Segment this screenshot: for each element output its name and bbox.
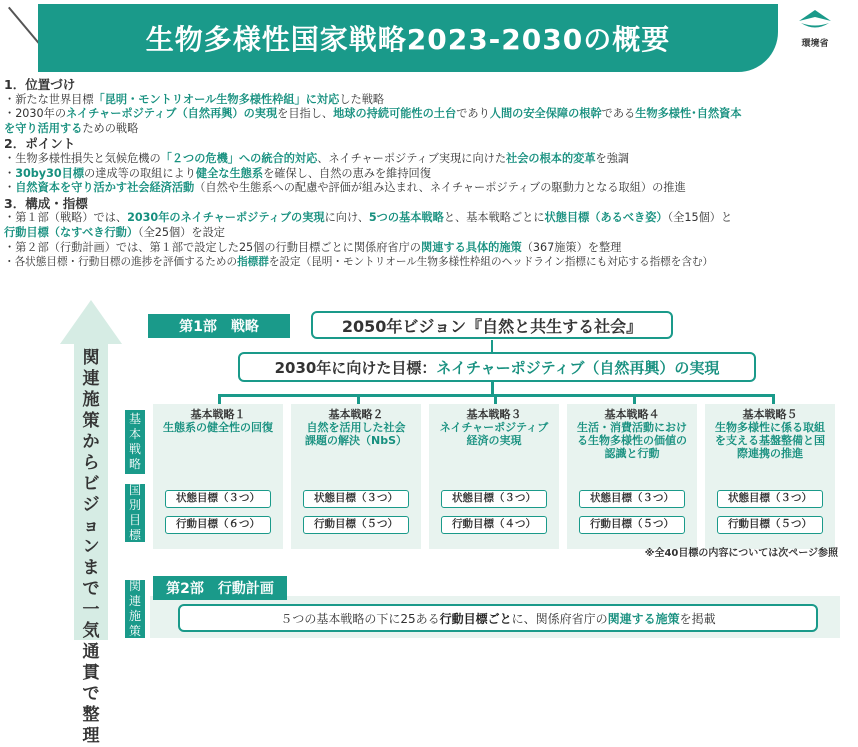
ministry-logo-icon bbox=[797, 8, 833, 32]
section3-line4: ・各状態目標・行動目標の進捗を評価するための指標群を設定（昆明・モントリオール生物多様性枠組のヘッドライン指標にも対応する指標を含む） bbox=[4, 256, 714, 269]
section1-line3: を守り活用するための戦略 bbox=[4, 121, 139, 135]
goal-box: 2030年に向けた目標： ネイチャーポジティブ（自然再興）の実現 bbox=[238, 352, 756, 382]
vision-box: 2050年ビジョン『自然と共生する社会』 bbox=[311, 311, 673, 339]
ministry-logo-text: 環境省 bbox=[801, 39, 829, 49]
part1-label: 第1部 戦略 bbox=[148, 314, 290, 338]
section2-line3: ・自然資本を守り活かす社会経済活動（自然や生態系への配慮や評価が組み込まれ、ネイチャーポジティブの駆動力となる取組）の推進 bbox=[4, 181, 686, 195]
part2-box: ５つの基本戦略の下に25ある 行動目標ごと に、関係府省庁の 関連する施策 を掲載 bbox=[178, 604, 818, 632]
action-target-2: 行動目標（５つ） bbox=[303, 516, 409, 534]
part2-label: 第2部 行動計画 bbox=[153, 576, 287, 600]
tag-related-measures: 関連施策 bbox=[125, 580, 145, 638]
action-target-1: 行動目標（６つ） bbox=[165, 516, 271, 534]
state-target-5: 状態目標（３つ） bbox=[717, 490, 823, 508]
strategy-5: 基本戦略５ 生物多様性に係る取組を支える基盤整備と国際連携の推進 bbox=[715, 408, 825, 460]
section1-line1: ・新たな世界目標「昆明・モントリオール生物多様性枠組」に対応した戦略 bbox=[4, 92, 385, 106]
page-title-text: 生物多様性国家戦略2023-2030の概要 bbox=[145, 23, 671, 56]
section1-heading: 1．位置づけ bbox=[4, 77, 76, 92]
structure-diagram bbox=[0, 300, 858, 746]
strategy-2: 基本戦略２ 自然を活用した社会課題の解決（NbS） bbox=[305, 408, 408, 447]
state-target-3: 状態目標（３つ） bbox=[441, 490, 547, 508]
action-target-3: 行動目標（４つ） bbox=[441, 516, 547, 534]
section3-line1: ・第１部（戦略）では、2030年のネイチャーポジティブの実現に向け、5つの基本戦略と、基本戦略ごとに状態目標（あるべき姿）（全15個）と bbox=[4, 211, 733, 225]
section2-line1: ・生物多様性損失と気候危機の「２つの危機」への統合的対応、ネイチャーポジティブ実現に向けた社会の根本的変革を強調 bbox=[4, 151, 630, 165]
side-arrow-text: 関連施策からビジョンまで一気通貫で整理 bbox=[82, 348, 100, 746]
section2-heading: 2．ポイント bbox=[4, 136, 76, 152]
section1-line2: ・2030年のネイチャーポジティブ（自然再興）の実現を目指し、地球の持続可能性の土台であり人間の安全保障の根幹である生物多様性･自然資本 bbox=[4, 107, 742, 121]
section3-heading: 3．構成・指標 bbox=[4, 195, 88, 211]
section3-line2: 行動目標（なすべき行動）（全25個）を設定 bbox=[4, 225, 225, 239]
tag-basic-strategy: 基本戦略 bbox=[125, 410, 145, 474]
action-target-5: 行動目標（５つ） bbox=[717, 516, 823, 534]
connector-line bbox=[491, 340, 493, 352]
strategy-1: 基本戦略１ 生態系の健全性の回復 bbox=[163, 408, 273, 434]
state-target-2: 状態目標（３つ） bbox=[303, 490, 409, 508]
summary-text bbox=[4, 78, 854, 270]
state-target-1: 状態目標（３つ） bbox=[165, 490, 271, 508]
section3-line3: ・第２部（行動計画）では、第１部で設定した25個の行動目標ごとに関係府省庁の関連する具体的施策（367施策）を整理 bbox=[4, 240, 622, 254]
page-title bbox=[38, 4, 778, 72]
tag-national-targets: 国別目標 bbox=[125, 484, 145, 542]
strategy-3: 基本戦略３ ネイチャーポジティブ経済の実現 bbox=[439, 408, 549, 447]
section2-line2: ・30by30目標の達成等の取組により健全な生態系を確保し、自然の恵みを維持回復 bbox=[4, 166, 431, 180]
reference-note: ※全40目標の内容については次ページ参照 bbox=[644, 548, 838, 559]
ministry-logo bbox=[790, 8, 840, 49]
strategy-4: 基本戦略４ 生活・消費活動における生物多様性の価値の認識と行動 bbox=[577, 408, 687, 460]
action-target-4: 行動目標（５つ） bbox=[579, 516, 685, 534]
state-target-4: 状態目標（３つ） bbox=[579, 490, 685, 508]
